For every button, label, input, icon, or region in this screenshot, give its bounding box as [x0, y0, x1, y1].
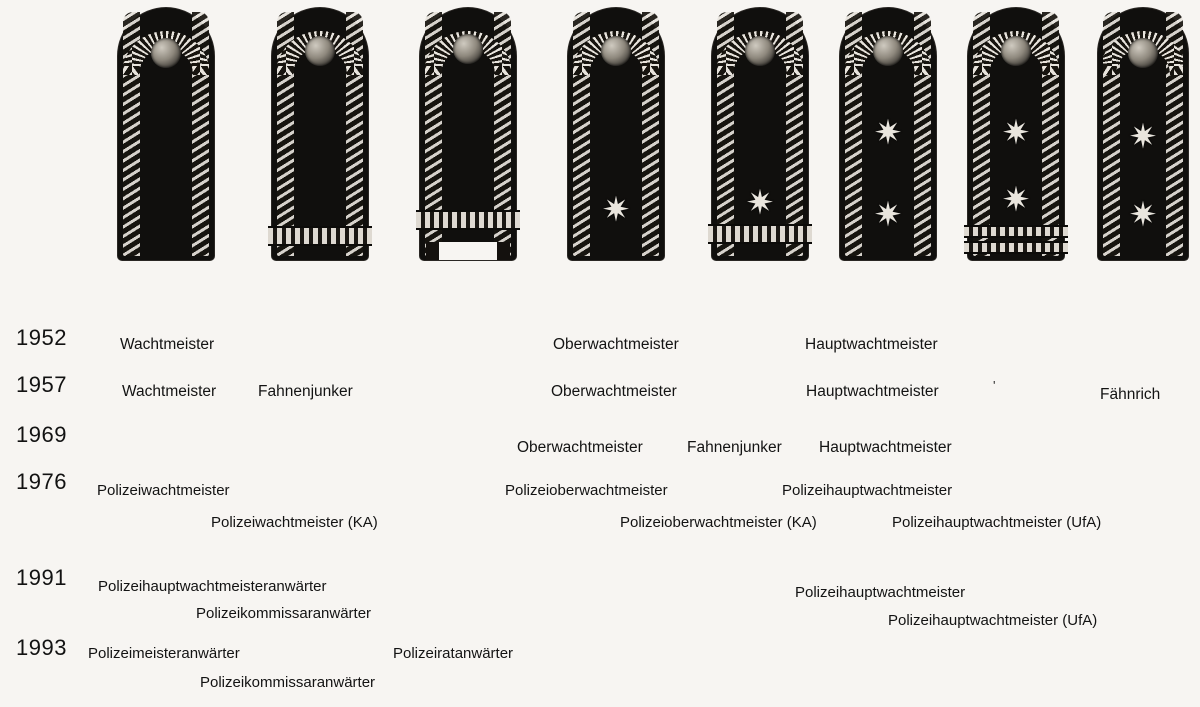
- rank-label: Oberwachtmeister: [517, 439, 643, 456]
- rank-label: Polizeihauptwachtmeisteranwärter: [98, 578, 327, 595]
- rank-label: Polizeikommissaranwärter: [196, 605, 372, 622]
- open-foot: [426, 242, 510, 260]
- shoulder-board-2: [272, 8, 368, 260]
- year-1957: 1957: [16, 372, 67, 397]
- rank-label: Oberwachtmeister: [553, 336, 679, 353]
- rank-star-icon: ✷: [873, 196, 903, 234]
- year-1952: 1952: [16, 325, 67, 350]
- rank-label: Polizeiratanwärter: [393, 645, 514, 662]
- rank-label: Polizeihauptwachtmeister: [782, 482, 953, 499]
- rank-label: Polizeioberwachtmeister (KA): [620, 514, 817, 531]
- year-1993: 1993: [16, 635, 67, 660]
- shoulder-board-5: [712, 8, 808, 260]
- rank-label: Fahnenjunker: [258, 383, 353, 400]
- rank-bar: [416, 210, 520, 230]
- pip-button: [1128, 38, 1158, 68]
- rank-star-icon: ✷: [1128, 118, 1158, 156]
- shoulder-board-7: [968, 8, 1064, 260]
- rank-star-icon: ✷: [745, 184, 775, 222]
- rank-legend: [0, 300, 1200, 707]
- rank-label: Polizeihauptwachtmeister: [795, 584, 966, 601]
- year-1976: 1976: [16, 469, 67, 494]
- rank-star-icon: ✷: [1128, 196, 1158, 234]
- pip-button: [873, 36, 903, 66]
- rank-label: Wachtmeister: [122, 383, 217, 400]
- rank-bar: [964, 241, 1068, 254]
- rank-label: Polizeikommissaranwärter: [200, 674, 376, 691]
- shoulder-board-3: [420, 8, 516, 260]
- pen-mark: ': [993, 378, 996, 393]
- rank-bar: [268, 226, 372, 246]
- rank-label: Polizeihauptwachtmeister (UfA): [888, 612, 1098, 629]
- rank-bar: [708, 224, 812, 244]
- insignia-row: [0, 0, 1200, 300]
- year-1991: 1991: [16, 565, 67, 590]
- rank-label: Oberwachtmeister: [551, 383, 677, 400]
- pip-button: [745, 36, 775, 66]
- rank-label: Polizeihauptwachtmeister (UfA): [892, 514, 1102, 531]
- rank-label: Polizeimeisteranwärter: [88, 645, 240, 662]
- rank-label: Fähnrich: [1100, 386, 1161, 403]
- pip-button: [1001, 36, 1031, 66]
- year-1969: 1969: [16, 422, 67, 447]
- rank-label: Wachtmeister: [120, 336, 215, 353]
- pip-button: [151, 38, 181, 68]
- rank-star-icon: ✷: [1001, 181, 1031, 219]
- rank-label: Polizeiwachtmeister (KA): [211, 514, 378, 531]
- rank-star-icon: ✷: [1001, 114, 1031, 152]
- shoulder-board-6: [840, 8, 936, 260]
- shoulder-board-8: [1098, 8, 1188, 260]
- rank-star-icon: ✷: [873, 114, 903, 152]
- pip-button: [453, 34, 483, 64]
- rank-label: Hauptwachtmeister: [805, 336, 938, 353]
- rank-label: Hauptwachtmeister: [806, 383, 939, 400]
- shoulder-board-1: [118, 8, 214, 260]
- rank-label: Polizeioberwachtmeister: [505, 482, 668, 499]
- pip-button: [305, 36, 335, 66]
- rank-bar: [964, 225, 1068, 238]
- rank-label: Polizeiwachtmeister: [97, 482, 230, 499]
- shoulder-board-4: [568, 8, 664, 260]
- rank-label: Fahnenjunker: [687, 439, 782, 456]
- rank-label: Hauptwachtmeister: [819, 439, 952, 456]
- pip-button: [601, 36, 631, 66]
- rank-star-icon: ✷: [601, 191, 631, 229]
